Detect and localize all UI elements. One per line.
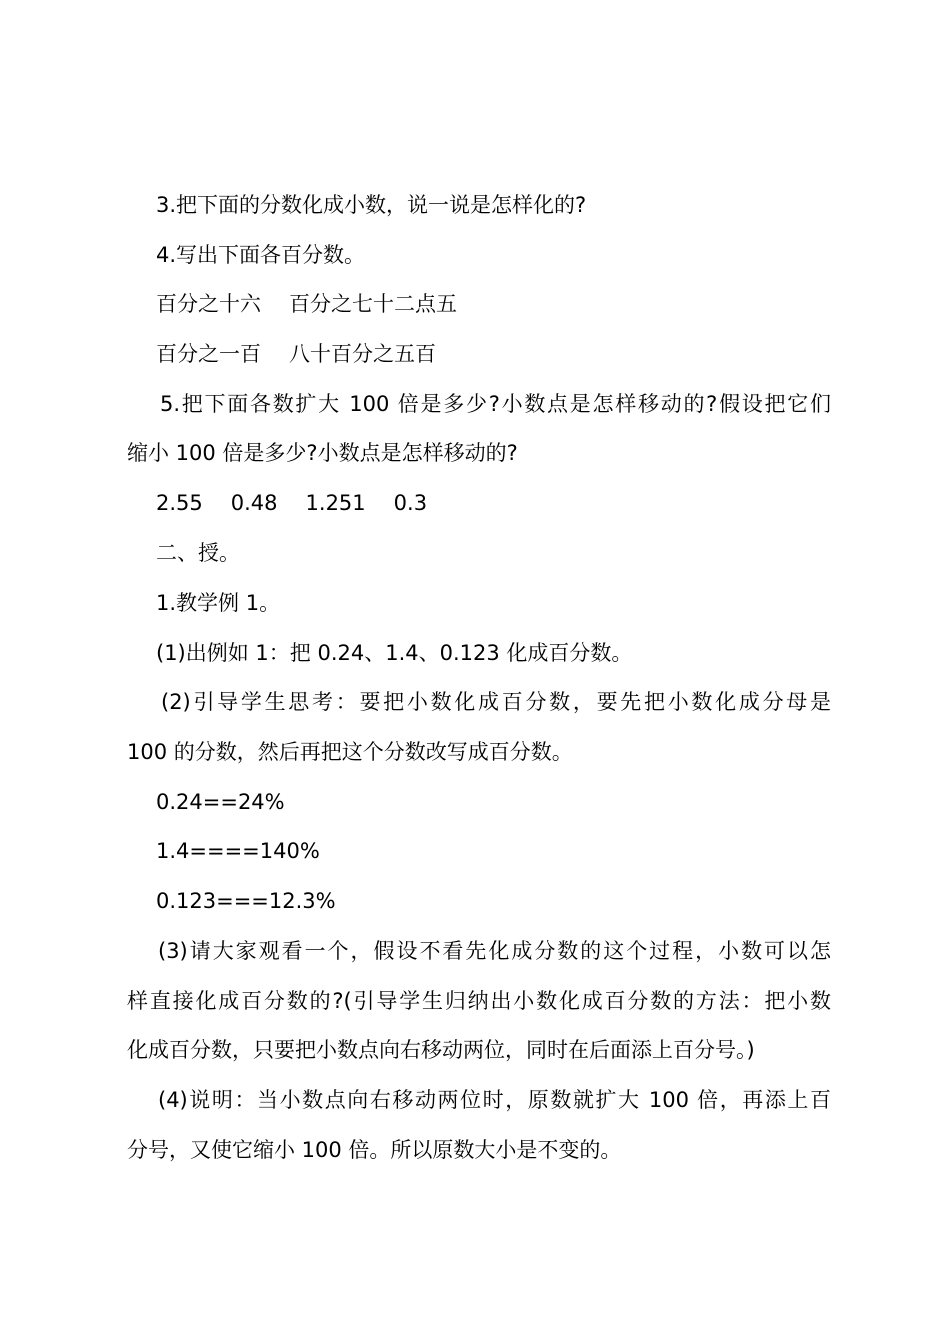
step-2-line-2: 100 的分数，然后再把这个分数改写成百分数。 xyxy=(127,740,573,764)
decimal-number: 2.55 xyxy=(156,491,203,515)
decimal-number: 0.48 xyxy=(230,491,278,515)
equation-2: 1.4====140% xyxy=(156,839,320,863)
step-3-line-2: 样直接化成百分数的?(引导学生归纳出小数化成百分数的方法：把小数 xyxy=(127,989,831,1013)
percent-word-item: 百分之十六 xyxy=(156,292,261,316)
section-2-heading: 二、授。 xyxy=(156,541,240,565)
step-1: (1)出例如 1：把 0.24、1.4、0.123 化成百分数。 xyxy=(156,641,633,665)
question-3: 3.把下面的分数化成小数，说一说是怎样化的? xyxy=(156,193,587,217)
step-3-line-1: (3)请大家观看一个，假设不看先化成分数的这个过程，小数可以怎 xyxy=(158,939,831,963)
step-3-line-3: 化成百分数，只要把小数点向右移动两位，同时在后面添上百分号。) xyxy=(127,1038,755,1062)
question-5-line-2: 缩小 100 倍是多少?小数点是怎样移动的? xyxy=(127,441,518,465)
step-2-line-1: (2)引导学生思考：要把小数化成百分数，要先把小数化成分母是 xyxy=(161,690,831,714)
percent-word-item: 百分之七十二点五 xyxy=(289,292,457,316)
equation-3: 0.123===12.3% xyxy=(156,889,336,913)
question-4: 4.写出下面各百分数。 xyxy=(156,243,366,267)
decimal-numbers-row xyxy=(156,488,427,518)
teaching-example-1: 1.教学例 1。 xyxy=(156,591,281,615)
percent-words-row-1 xyxy=(156,289,457,319)
decimal-number: 0.3 xyxy=(393,491,428,515)
step-4-line-2: 分号，又使它缩小 100 倍。所以原数大小是不变的。 xyxy=(127,1138,622,1162)
percent-word-item: 百分之一百 xyxy=(156,342,261,366)
percent-word-item: 八十百分之五百 xyxy=(289,342,436,366)
equation-1: 0.24==24% xyxy=(156,790,285,814)
step-4-line-1: (4)说明：当小数点向右移动两位时，原数就扩大 100 倍，再添上百 xyxy=(158,1088,831,1112)
percent-words-row-2 xyxy=(156,339,436,369)
question-5-line-1: 5.把下面各数扩大 100 倍是多少?小数点是怎样移动的?假设把它们 xyxy=(160,392,831,416)
decimal-number: 1.251 xyxy=(305,491,366,515)
